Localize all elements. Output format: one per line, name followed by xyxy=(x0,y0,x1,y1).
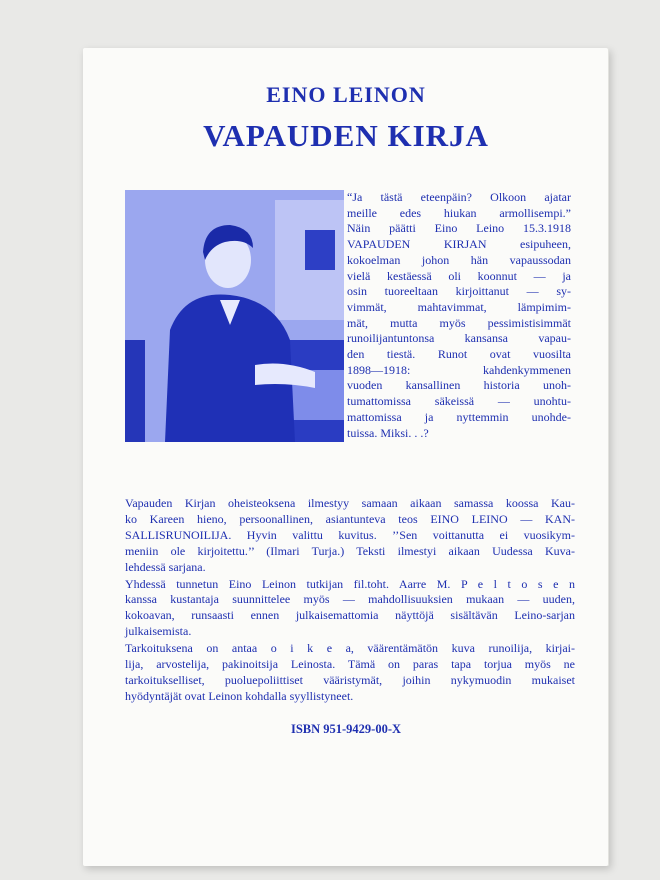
intro-line: den tiestä. Runot ovat vuosilta xyxy=(347,347,571,362)
intro-line: Näin päätti Eino Leino 15.3.1918 xyxy=(347,221,571,236)
book-title: VAPAUDEN KIRJA xyxy=(203,118,489,153)
author-photo-image xyxy=(125,190,344,442)
body-line: meniin ole kirjoitettu.’’ (Ilmari Turja.) Teksti ilmestyi aikaan Uudessa Kuva- xyxy=(125,543,575,558)
body-line: Yhdessä tunnetun Eino Leinon tutkijan fil.toht. Aarre M. P e l t o s e n xyxy=(125,576,575,591)
body-line: kanssa kustantaja suunnittelee myös — mahdollisuuksien mukaan — uuden, xyxy=(125,592,575,607)
body-line: lija, arvostelija, pakinoitsija Leinosta. Tämä on paras tapa torjua myös ne xyxy=(125,657,575,672)
intro-line: mät, mutta myös pessimistisimmät xyxy=(347,315,571,330)
intro-text xyxy=(347,190,571,441)
intro-line: osin tuoreeltaan kirjoittanut — sy- xyxy=(347,284,571,299)
intro-line: kokoelman johon hän vapaussodan xyxy=(347,252,571,267)
body-line: tarkoitukselliset, puoluepoliittiset vääristymät, joihin nykymuodin mukaiset xyxy=(125,672,575,687)
intro-line: 1898—1918: kahdenkymmenen xyxy=(347,362,571,377)
intro-line: vielä kestäessä oli koonnut — ja xyxy=(347,268,571,283)
body-line: julkaisemista. xyxy=(125,624,192,639)
paragraph-purpose xyxy=(125,641,575,705)
intro-line: tumattomissa säkeissä — unohtu- xyxy=(347,394,571,409)
intro-line: VAPAUDEN KIRJAN esipuheen, xyxy=(347,237,571,252)
intro-line: “Ja tästä eteenpäin? Olkoon ajatar xyxy=(347,190,571,204)
author-photo xyxy=(125,190,344,442)
body-line: kokoavan, runsaasti ennen julkaisemattomia näyttöjä sisältävän Leino-sarjan xyxy=(125,608,575,623)
intro-line: vimmät, mahtavimmat, lämpimim- xyxy=(347,299,571,314)
paragraph-companion-book xyxy=(125,496,575,576)
intro-line: tuissa. Miksi. . .? xyxy=(347,425,429,440)
body-line: ko Kareen hieno, persoonallinen, asiantunteva teos EINO LEINO — KAN- xyxy=(125,511,575,526)
body-line: Vapauden Kirjan oheisteoksena ilmestyy samaan aikaan samassa koossa Kau- xyxy=(125,496,575,510)
body-line: lehdessä sarjana. xyxy=(125,559,206,574)
isbn-number: ISBN 951-9429-00-X xyxy=(290,722,402,736)
intro-line: vuoden kansallinen historia unoh- xyxy=(347,378,571,393)
body-line: SALLISRUNOILIJA. Hyvin valittu kuvitus. ’’Sen voittanutta ei vuosikym- xyxy=(125,527,575,542)
book-back-cover xyxy=(83,48,609,866)
body-line: Tarkoituksena on antaa o i k e a, väärentämätön kuva runoilija, kirjai- xyxy=(125,641,575,656)
paragraph-series-plan xyxy=(125,577,575,641)
intro-line: runoilijantuntonsa kansansa vapau- xyxy=(347,331,571,346)
description-text xyxy=(125,496,575,705)
intro-line: meille edes hiukan armollisempi.” xyxy=(347,205,571,220)
intro-line: mattomissa ja nyttemmin unohde- xyxy=(347,409,571,424)
body-line: hyödyntäjät ovat Leinon kohdalla syyllistyneet. xyxy=(125,688,354,703)
author-name: EINO LEINON xyxy=(266,82,426,107)
